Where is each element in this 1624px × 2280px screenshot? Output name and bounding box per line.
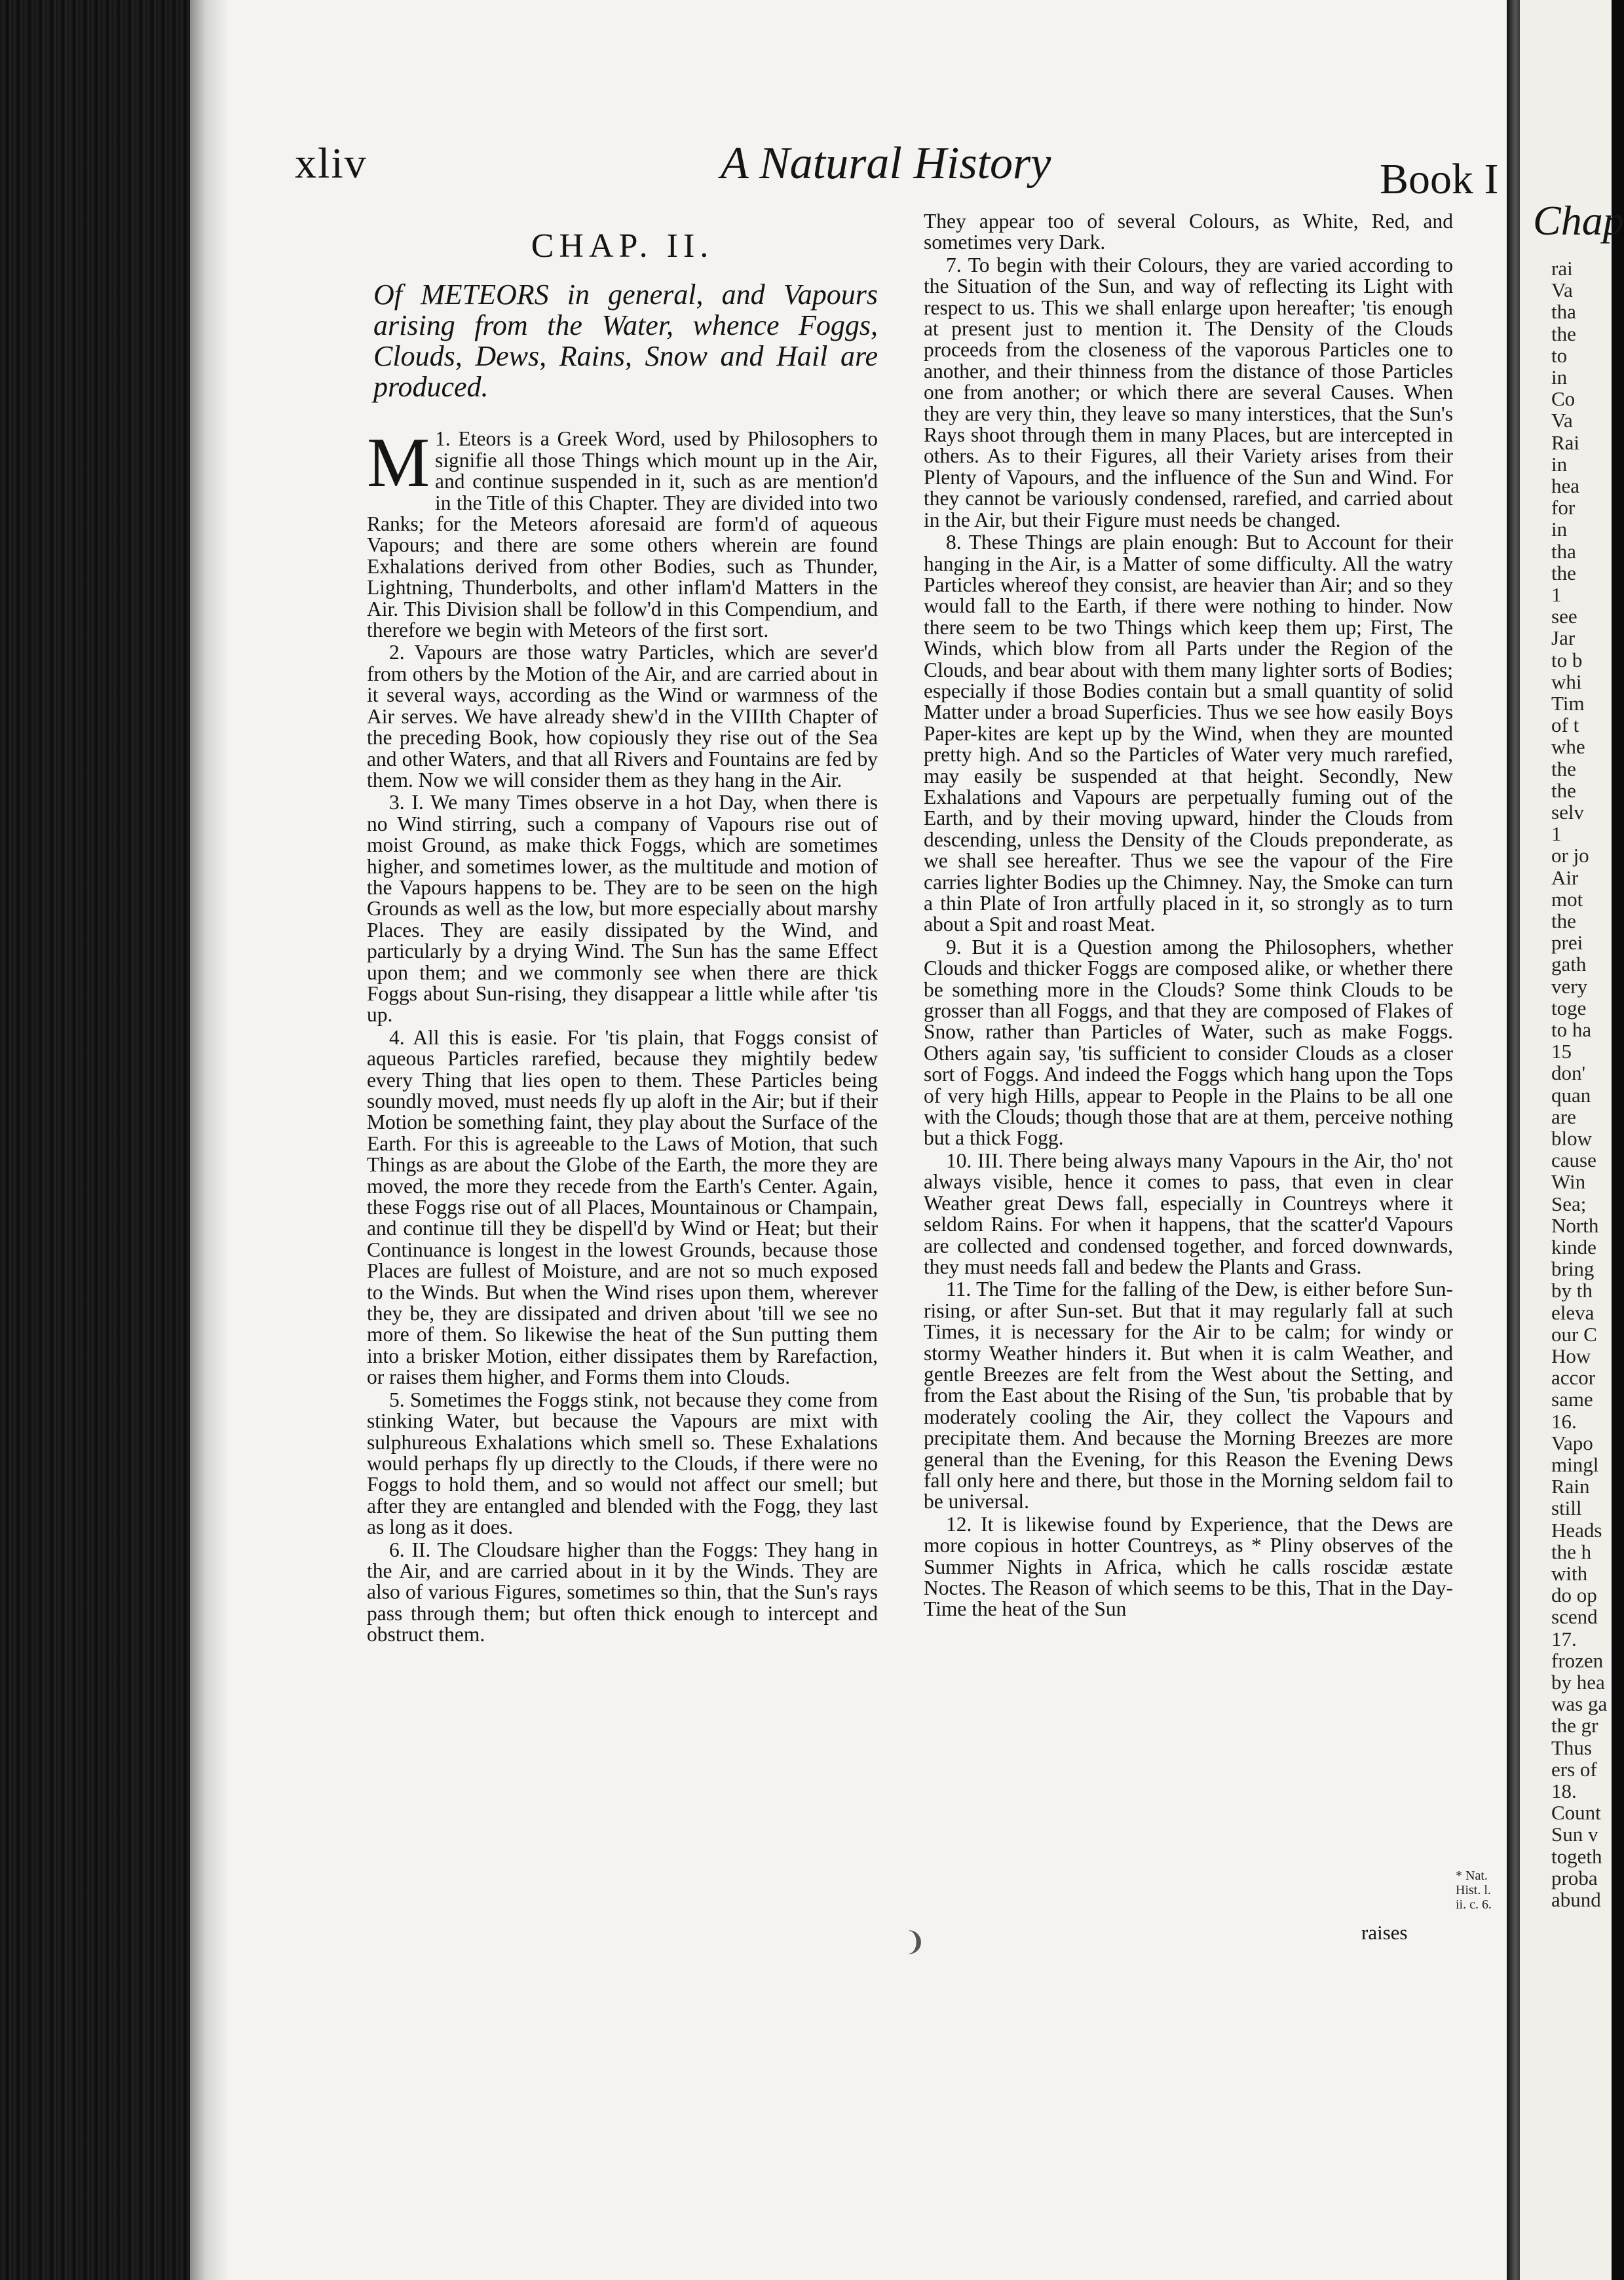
adjacent-line: Sea; xyxy=(1551,1192,1587,1215)
adjacent-line: Co xyxy=(1551,387,1576,411)
book-label: Book I xyxy=(1380,155,1499,203)
adjacent-line: the xyxy=(1551,757,1576,780)
adjacent-line: Va xyxy=(1551,278,1573,302)
adjacent-line: Air xyxy=(1551,865,1579,889)
adjacent-line: hea xyxy=(1551,474,1580,497)
adjacent-line: for xyxy=(1551,496,1576,520)
adjacent-line: do op xyxy=(1551,1584,1597,1607)
adjacent-line: mot xyxy=(1551,887,1583,911)
adjacent-line: with xyxy=(1551,1562,1588,1585)
adjacent-line: whi xyxy=(1551,670,1582,693)
adjacent-line: togeth xyxy=(1551,1844,1602,1868)
adjacent-line: ers of xyxy=(1551,1757,1597,1781)
adjacent-line: 16. xyxy=(1551,1409,1577,1433)
paragraph-1 xyxy=(367,424,878,642)
paragraph-4: 4. All this is easie. For 'tis plain, that Foggs consist of aqueous Particles rarefied, because they mightily bedew every Thing that lies open to them. These Particles being soundly moved, must needs fly up aloft in the Air; but if their Motion be something faint, they play about the Surface of the Earth. For this is agreeable to the Laws of Motion, that such Things as are about the Globe of the Earth, the more they are moved, the more they recede from the Earth's Center. Again, these Foggs rise out of all Places, Mountainous or Champain, and continue till they be dispell'd by Wind or Heat; but their Continuance is longest in the lowest Grounds, because those Places are fullest of Moisture, and are not so much exposed to the Winds. But when the Wind rises upon them, wherever they be, they are dissipated and driven about 'till we see no more of them. So likewise the heat of the Sun putting them into a brisker Motion, either dissipates them by Rarefaction, or raises them higher, and Forms them into Clouds. xyxy=(367,1025,878,1389)
page-number: xliv xyxy=(295,140,368,187)
adjacent-line: by th xyxy=(1551,1279,1593,1302)
adjacent-line: in xyxy=(1551,452,1568,476)
chapter-heading: CHAP. II. xyxy=(531,227,714,265)
catchword: raises xyxy=(1361,1921,1408,1944)
adjacent-line: Vapo xyxy=(1551,1431,1593,1454)
adjacent-line: was ga xyxy=(1551,1692,1608,1716)
paragraph-text: Eteors is a Greek Word, used by Philosophers to signifie all those Things which mount up in the Air, and continue suspended in it, such as are mention'd in the Title of this Chapter. They are divided into two Ranks; for the Meteors aforesaid are form'd of aqueous Vapours; and there are some others wherein are found Exhalations derived from other Bodies, such as Thunder, Lightning, Thunderbolts, and other inflam'd Matters in the Air. This Division shall be follow'd in this Compendium, and therefore we begin with Meteors of the first sort. xyxy=(367,427,878,642)
adjacent-line: gath xyxy=(1551,953,1587,976)
adjacent-line: Va xyxy=(1551,409,1573,432)
adjacent-line: proba xyxy=(1551,1866,1598,1890)
marginal-note: * Nat. Hist. l. ii. c. 6. xyxy=(1456,1869,1492,1912)
adjacent-line: Count xyxy=(1551,1801,1601,1825)
ink-mark-icon: ❩ xyxy=(904,1927,926,1956)
adjacent-line: whe xyxy=(1551,735,1585,759)
adjacent-line: still xyxy=(1551,1496,1582,1520)
adjacent-line: the h xyxy=(1551,1540,1592,1563)
adjacent-line: or jo xyxy=(1551,844,1589,867)
adjacent-line: abund xyxy=(1551,1888,1601,1911)
adjacent-line: 17. xyxy=(1551,1627,1577,1650)
adjacent-line: 1 xyxy=(1551,822,1562,846)
adjacent-line: 18. xyxy=(1551,1779,1577,1802)
paragraph-5: 5. Sometimes the Foggs stink, not because they come from stinking Water, but because the Vapours are mixt with sulphureous Exhalations which smell so. These Exhalations would perhaps fly up directly to the Clouds, if there were no Foggs to hold them, and so would not affect our smell; but after they are entangled and blended with the Fogg, they last as long as it does. xyxy=(367,1388,878,1539)
adjacent-line: 15 xyxy=(1551,1040,1572,1063)
adjacent-line: same xyxy=(1551,1388,1593,1411)
adjacent-line: mingl xyxy=(1551,1453,1599,1476)
adjacent-line: very xyxy=(1551,974,1588,998)
paragraph-2: 2. Vapours are those watry Particles, which are sever'd from others by the Motion of the Air, and are carried about in it several ways, according as the Wind or warmness of the Air serves. We have already shew'd in the VIIIth Chapter of the preceding Book, how copiously they rise out of the Sea and other Waters, and that all Rivers and Fountains are fed by them. Now we will consider them as they hang in the Air. xyxy=(367,641,878,791)
adjacent-line: the xyxy=(1551,778,1576,802)
adjacent-line: bring xyxy=(1551,1257,1595,1281)
adjacent-line: accor xyxy=(1551,1366,1596,1390)
adjacent-line: scend xyxy=(1551,1605,1598,1629)
adjacent-line: Heads xyxy=(1551,1518,1602,1542)
drop-cap: M xyxy=(367,424,430,503)
left-column xyxy=(367,227,878,1647)
adjacent-page xyxy=(1520,0,1624,2280)
adjacent-line: Sun v xyxy=(1551,1823,1598,1846)
adjacent-line: kinde xyxy=(1551,1236,1596,1259)
right-column xyxy=(924,211,1453,1622)
running-title: A Natural History xyxy=(721,138,1051,189)
adjacent-line: Thus xyxy=(1551,1736,1592,1759)
paragraph-7: 7. To begin with their Colours, they are varied according to the Situation of the Sun, and way of reflecting its Light with respect to us. This we shall enlarge upon hereafter; 'tis enough at present just to mention it. The Density of the Clouds proceeds from the closeness of the vaporous Particles one to another, and their thinness from the distance of those Particles one from another; or which there are several Causes. When they are very thin, they leave so many interstices, that the Sun's Rays shoot through them in many Places, but are intercepted in others. As to their Figures, all their Variety arises from their Plenty of Vapours, and the influence of the Sun and Wind. For they cannot be variously condensed, rarefied, and carried about in the Air, but their Figure must needs be changed. xyxy=(924,253,1453,531)
adjacent-line: quan xyxy=(1551,1083,1591,1107)
paragraph-8: 8. These Things are plain enough: But to Account for their hanging in the Air, is a Matter of some difficulty. All the watry Particles whereof they consist, are heavier than Air; and so they would fall to the Earth, if there were nothing to hinder. Now there seem to be two Things which keep them up; First, The Winds, which blow from all Parts under the Region of the Clouds, and bear about with them many lighter sorts of Bodies; especially if those Bodies contain but a small quantity of solid Matter under a broad Superficies. Thus we see how easily Boys Paper-kites are kept up by the Wind, when they are mounted pretty high. And so the Particles of Water very much rarefied, may easily be suspended at that height. Secondly, New Exhalations and Vapours are perpetually fuming out of the Earth, and by their moving upward, hinder the Clouds from descending, unless the Density of the Clouds preponderate, as we shall see hereafter. Thus we see the vapour of the Fire carries lighter Bodies up the Chimney. Nay, the Smoke can turn a thin Plate of Iron artfully placed in it, so strongly as to turn about a Spit and roast Meat. xyxy=(924,531,1453,936)
adjacent-line: our C xyxy=(1551,1322,1597,1346)
adjacent-line: Tim xyxy=(1551,692,1585,715)
adjacent-line: Rain xyxy=(1551,1475,1590,1498)
adjacent-line: in xyxy=(1551,366,1568,389)
adjacent-line: frozen xyxy=(1551,1648,1604,1672)
adjacent-line: the xyxy=(1551,561,1576,584)
paragraph-11: 11. The Time for the falling of the Dew, is either before Sun-rising, or after Sun-set. But that it may regularly fall at such Times, it is necessary for the Air to be calm; for windy or stormy Weather hinders it. But when it is calm Weather, and gentle Breezes are felt from the West about the Setting, and from the East about the Rising of the Sun, 'tis probable that by moderately cooling the Air, they collect the Vapours and precipitate them. And because the Morning Breezes are more general than the Evening, for this Reason the Evening Dews fall only here and there, but those in the Morning seldom fail to be universal. xyxy=(924,1278,1453,1513)
adjacent-line: in xyxy=(1551,518,1568,541)
adjacent-line: to ha xyxy=(1551,1018,1592,1041)
paragraph-6: 6. II. The Cloudsare higher than the Foggs: They hang in the Air, and are carried about in it by the Winds. They are also of various Figures, sometimes so thin, that the Sun's rays pass through them; but often thick enough to intercept and obstruct them. xyxy=(367,1538,878,1646)
adjacent-line: are xyxy=(1551,1105,1576,1128)
adjacent-line: don' xyxy=(1551,1061,1586,1085)
adjacent-line: tha xyxy=(1551,300,1576,324)
adjacent-line: rai xyxy=(1551,257,1573,280)
paragraph-9: 9. But it is a Question among the Philosophers, whether Clouds and thicker Foggs are composed alike, or whether there be something more in the Clouds? Some think Clouds to be grosser than all Foggs, and that they are composed of Flakes of Snow, rather than Particles of Water, such as make Foggs. Others again say, 'tis sufficient to consider Clouds as a closer sort of Foggs. And indeed the Foggs which hang upon the Tops of very high Hills, appear to People in the Plains to be all one with the Clouds; though those that are at them, perceive nothing but a thick Fogg. xyxy=(924,935,1453,1150)
adjacent-line: by hea xyxy=(1551,1671,1605,1694)
adjacent-line: tha xyxy=(1551,539,1576,563)
adjacent-line: to xyxy=(1551,343,1568,367)
adjacent-chap-heading: Chap xyxy=(1533,197,1624,244)
adjacent-line: the xyxy=(1551,909,1576,932)
adjacent-line: selv xyxy=(1551,801,1584,824)
adjacent-line: see xyxy=(1551,605,1577,628)
adjacent-line: to b xyxy=(1551,648,1583,672)
adjacent-line: of t xyxy=(1551,713,1579,737)
adjacent-line: eleva xyxy=(1551,1301,1595,1324)
paragraph-number: 1. xyxy=(435,427,451,451)
adjacent-line: prei xyxy=(1551,931,1583,955)
adjacent-line: North xyxy=(1551,1213,1599,1237)
paragraph-3: 3. I. We many Times observe in a hot Day, when there is no Wind stirring, such a company of Vapours rise out of moist Ground, as make thick Foggs, which are sometimes higher, and sometimes lower, as the multitude and motion of the Vapours happens to be. They are to be seen on the high Grounds as well as the low, but more especially about marshy Places. They are easily dissipated by the Wind, and particularly by a drying Wind. The Sun has the same Effect upon them; and we commonly see when there are thick Foggs about Sun-rising, they disappear a little while after 'tis up. xyxy=(367,791,878,1027)
adjacent-line: toge xyxy=(1551,996,1587,1019)
adjacent-line: How xyxy=(1551,1344,1591,1367)
paragraph-6-continued: They appear too of several Colours, as White, Red, and sometimes very Dark. xyxy=(924,210,1453,254)
paragraph-10: 10. III. There being always many Vapours in the Air, tho' not always visible, hence it comes to pass, that even in clear Weather great Dews fall, especially in Countreys where it seldom Rains. For when it happens, that the scatter'd Vapours are collected and condensed together, and forced downwards, they must needs fall and bedew the Plants and Grass. xyxy=(924,1149,1453,1278)
adjacent-line: cause xyxy=(1551,1149,1596,1172)
adjacent-line: Rai xyxy=(1551,430,1580,454)
adjacent-line: the gr xyxy=(1551,1714,1598,1738)
adjacent-line: blow xyxy=(1551,1127,1592,1150)
paragraph-12: 12. It is likewise found by Experience, that the Dews are more copious in hotter Countreys, as * Pliny observes of the Summer Nights in Africa, which he calls roscidæ æstate Noctes. The Reason of which seems to be this, That in the Day-Time the heat of the Sun xyxy=(924,1512,1453,1621)
chapter-subtitle: Of METEORS in general, and Vapours arising from the Water, whence Foggs, Clouds, Dews, Rains, Snow and Hail are produced. xyxy=(373,278,878,404)
adjacent-line: Jar xyxy=(1551,626,1576,650)
book-edge-shadow xyxy=(0,0,190,2280)
adjacent-line: Win xyxy=(1551,1170,1586,1194)
adjacent-line: the xyxy=(1551,322,1576,345)
gutter-shadow xyxy=(190,0,229,2280)
adjacent-line: 1 xyxy=(1551,583,1562,606)
